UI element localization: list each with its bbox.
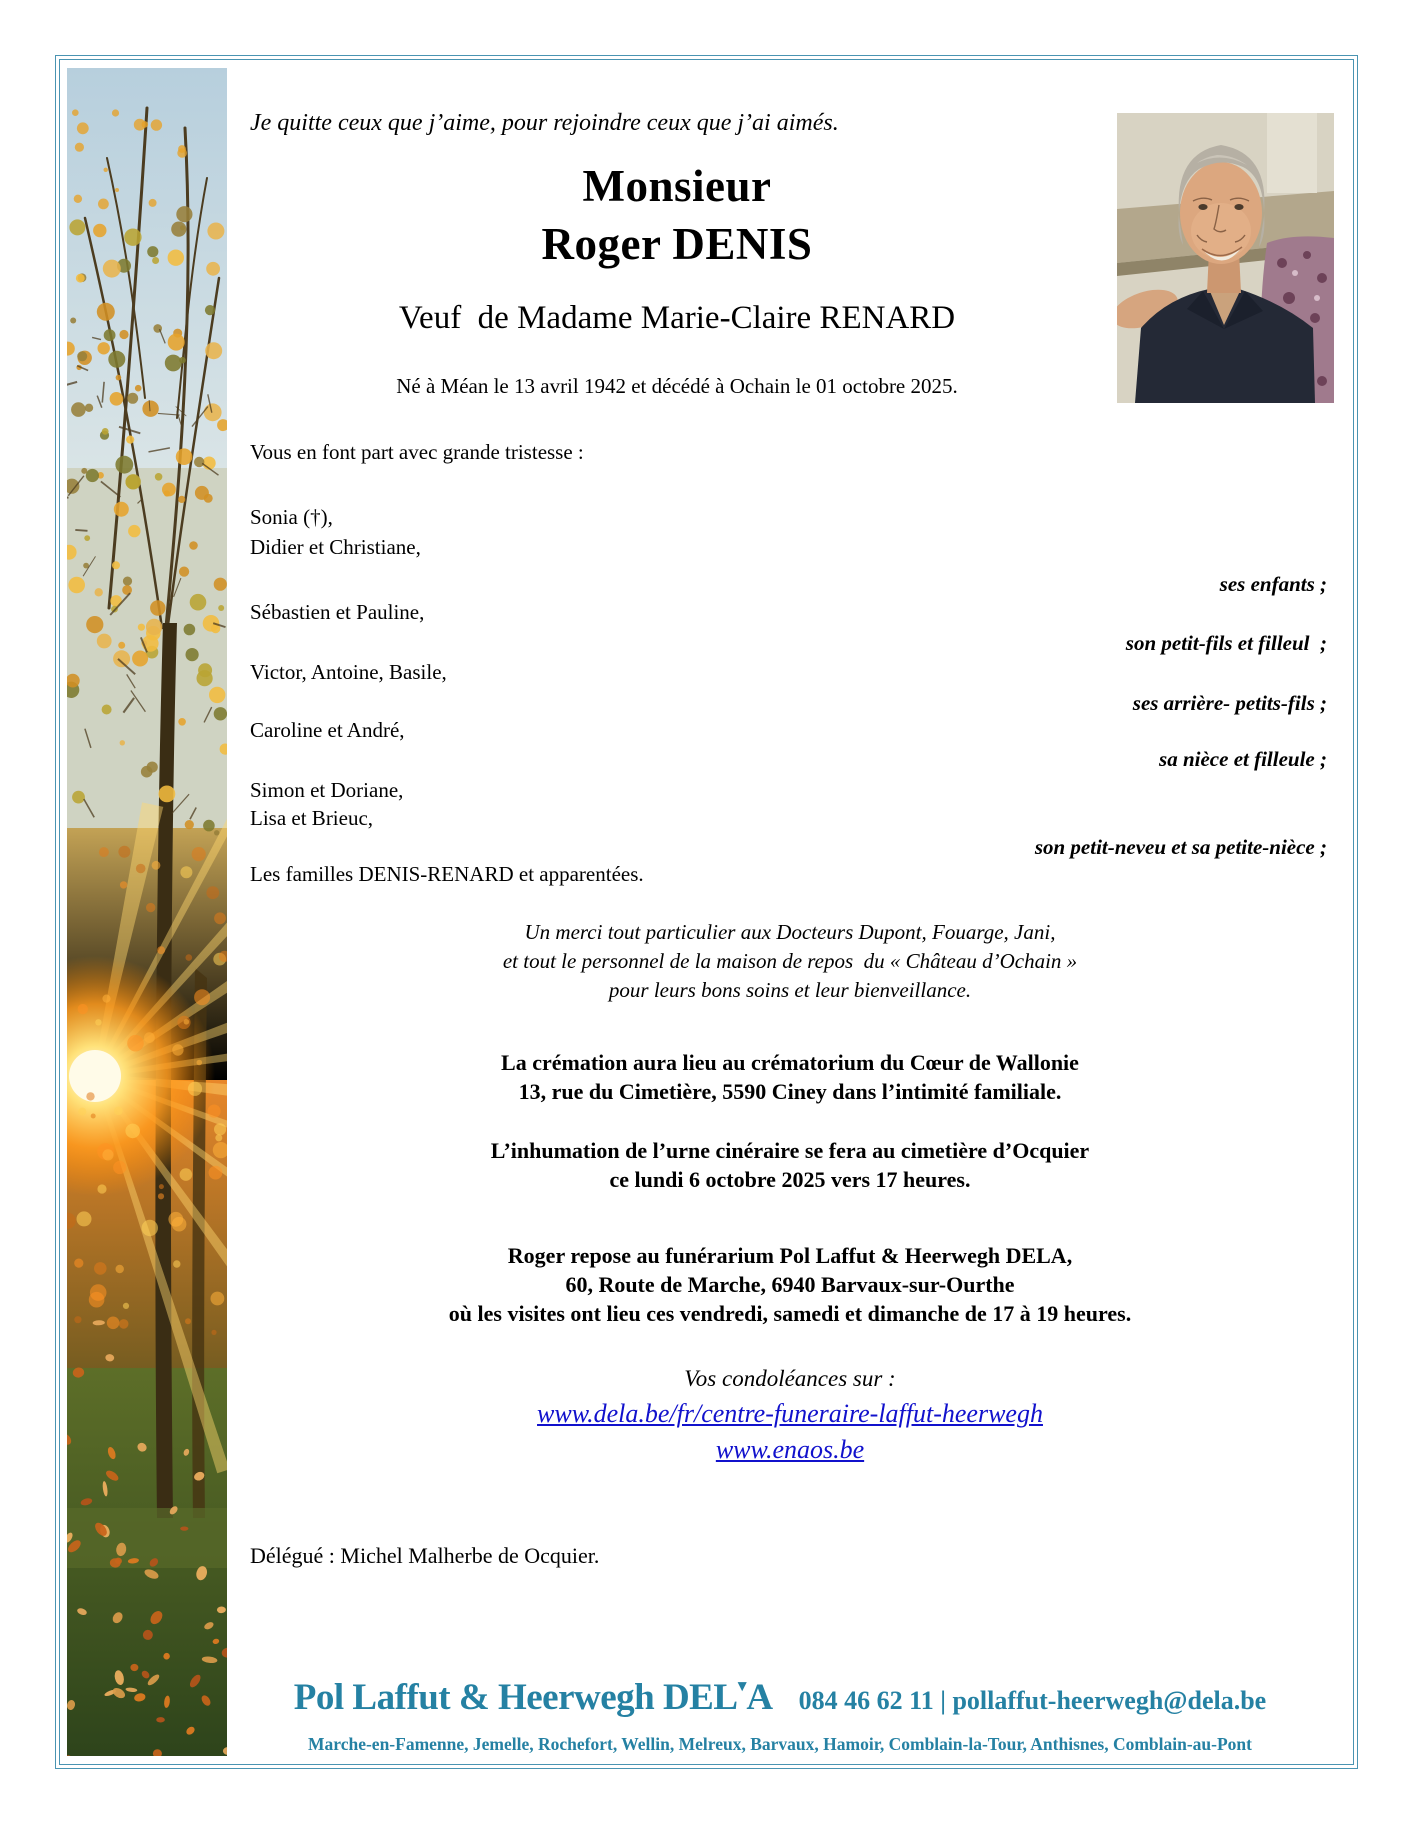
cremation-line: La crémation aura lieu au crématorium du Cœur de Wallonie	[501, 1050, 1079, 1075]
birth-death-line: Né à Méan le 13 avril 1942 et décédé à Ochain le 01 octobre 2025.	[396, 374, 958, 398]
dela-triangle-icon: ▼	[734, 1678, 750, 1695]
family-name-row: Victor, Antoine, Basile,	[250, 660, 447, 684]
condolences-link-dela[interactable]: www.dela.be/fr/centre-funeraire-laffut-heerwegh	[537, 1399, 1043, 1428]
cremation-notice	[250, 1048, 1330, 1106]
footer-contact: 084 46 62 11 | pollaffut-heerwegh@dela.be	[798, 1686, 1267, 1715]
family-relation-row: son petit-neveu et sa petite-nièce ;	[1034, 835, 1327, 859]
footer-locations: Marche-en-Famenne, Jemelle, Rochefort, Wellin, Melreux, Barvaux, Hamoir, Comblain-la-Tour, Anthisnes, Comblain-au-Pont	[307, 1734, 1252, 1754]
footer-brand-row	[240, 1676, 1320, 1719]
family-name-row: Sébastien et Pauline,	[250, 600, 425, 624]
family-relation-row: sa nièce et filleule ;	[1159, 747, 1327, 771]
thanks-line: pour leurs bons soins et leur bienveillance.	[608, 978, 972, 1002]
funeral-home-logo: Pol Laffut & Heerwegh DEL▼A	[293, 1677, 773, 1718]
family-name-row: Sonia (†),	[250, 505, 333, 529]
family-name-row: Simon et Doriane,	[250, 778, 404, 802]
delegate-line: Délégué : Michel Malherbe de Ocquier.	[250, 1543, 600, 1568]
cremation-line: 13, rue du Cimetière, 5590 Ciney dans l’intimité familiale.	[518, 1079, 1062, 1104]
repose-line: 60, Route de Marche, 6940 Barvaux-sur-Ourthe	[565, 1272, 1015, 1297]
inhumation-line: ce lundi 6 octobre 2025 vers 17 heures.	[609, 1167, 971, 1192]
family-relation-row: ses enfants ;	[1219, 572, 1327, 596]
condolences-block	[250, 1366, 1330, 1470]
inhumation-line: L’inhumation de l’urne cinéraire se fera au cimetière d’Ocquier	[490, 1138, 1090, 1163]
announcement-line: Vous en font part avec grande tristesse :	[250, 440, 584, 464]
inhumation-notice	[250, 1136, 1330, 1194]
deceased-title: Monsieur	[582, 161, 772, 211]
thanks-paragraph	[250, 918, 1330, 1005]
family-name-row: Didier et Christiane,	[250, 535, 421, 559]
family-name-row: Caroline et André,	[250, 718, 405, 742]
families-line: Les familles DENIS-RENARD et apparentées.	[250, 862, 644, 886]
repose-line: Roger repose au funérarium Pol Laffut & Heerwegh DELA,	[507, 1243, 1073, 1268]
repose-line: où les visites ont lieu ces vendredi, samedi et dimanche de 17 à 19 heures.	[448, 1301, 1132, 1326]
deceased-name: Roger DENIS	[541, 219, 813, 269]
family-relation-row: son petit-fils et filleul ;	[1125, 631, 1327, 655]
family-name-row: Lisa et Brieuc,	[250, 806, 374, 830]
widower-line: Veuf de Madame Marie-Claire RENARD	[398, 300, 956, 336]
autumn-forest-photo	[67, 68, 227, 1756]
condolences-link-enaos[interactable]: www.enaos.be	[715, 1435, 865, 1464]
family-relation-row: ses arrière- petits-fils ;	[1132, 691, 1327, 715]
thanks-line: Un merci tout particulier aux Docteurs Dupont, Fouarge, Jani,	[524, 920, 1056, 944]
thanks-line: et tout le personnel de la maison de repos du « Château d’Ochain »	[502, 949, 1078, 973]
condolences-intro: Vos condoléances sur :	[684, 1366, 896, 1391]
epitaph-quote: Je quitte ceux que j’aime, pour rejoindre ceux que j’ai aimés.	[250, 110, 839, 136]
repose-notice	[250, 1241, 1330, 1328]
deceased-portrait-photo	[1117, 113, 1334, 403]
